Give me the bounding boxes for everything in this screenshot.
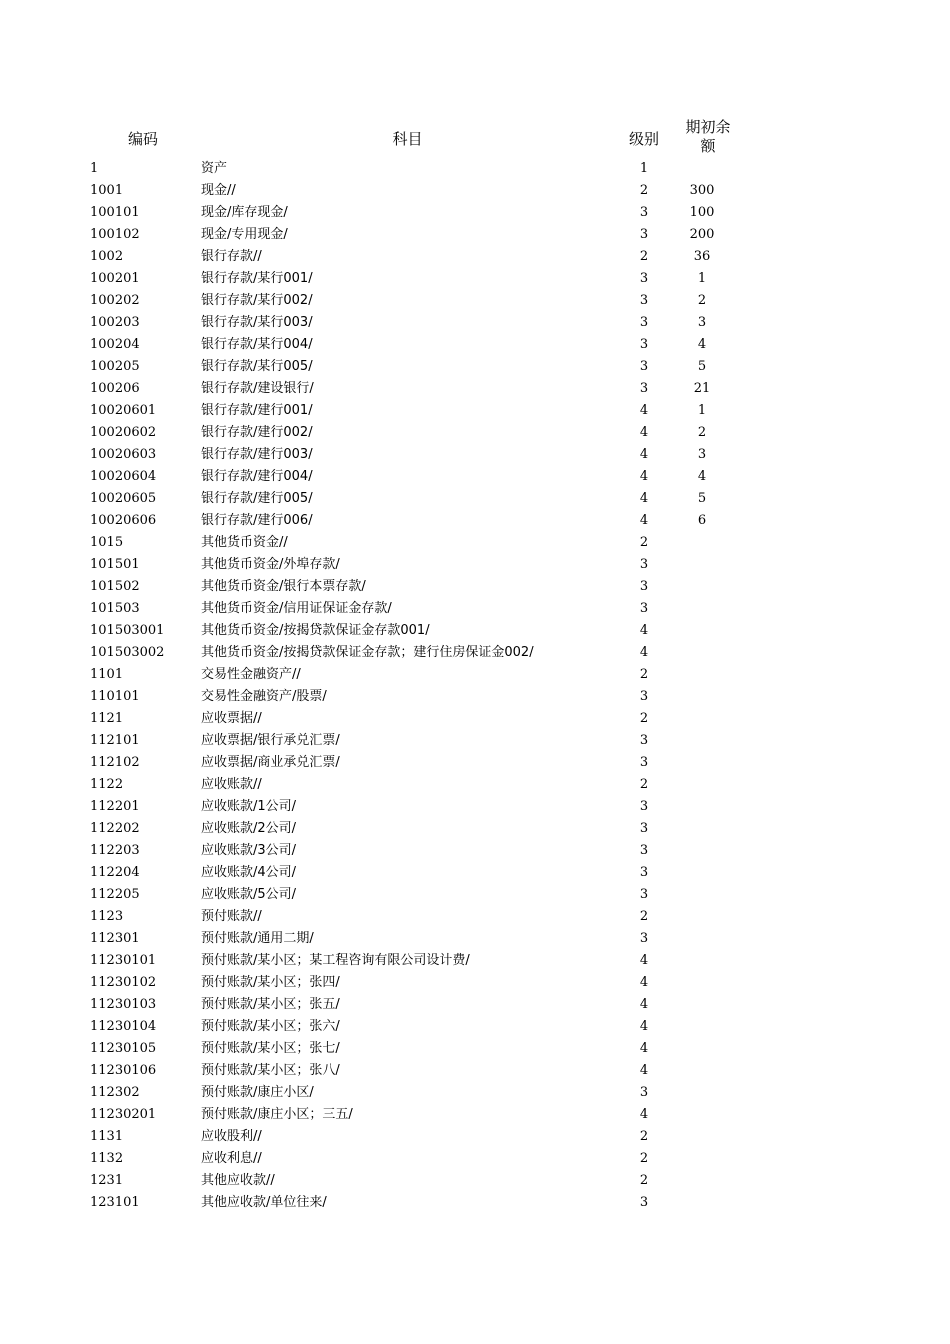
account-level: 3	[639, 337, 649, 352]
account-level: 4	[639, 1041, 649, 1056]
table-row	[0, 840, 950, 862]
account-subject: 现金/专用现金/	[201, 227, 288, 242]
account-subject: 现金//	[201, 183, 236, 198]
account-code: 100206	[90, 381, 140, 396]
account-level: 3	[639, 865, 649, 880]
account-code: 11230101	[90, 953, 157, 968]
account-subject: 应收账款/2公司/	[201, 821, 297, 836]
header-balance-line1: 期初余	[685, 118, 731, 136]
opening-balance: 100	[689, 205, 715, 220]
account-code: 1015	[90, 535, 124, 550]
header-level: 级别	[628, 130, 659, 148]
account-level: 3	[639, 799, 649, 814]
account-level: 4	[639, 1107, 649, 1122]
table-row	[0, 664, 950, 686]
opening-balance: 1	[697, 403, 707, 418]
account-code: 1122	[90, 777, 124, 792]
account-level: 3	[639, 1085, 649, 1100]
table-row	[0, 158, 950, 180]
account-subject: 应收利息//	[201, 1151, 262, 1166]
account-level: 3	[639, 557, 649, 572]
account-level: 2	[639, 909, 649, 924]
account-code: 101503002	[90, 645, 165, 660]
account-subject: 银行存款/建设银行/	[201, 381, 314, 396]
account-code: 100201	[90, 271, 140, 286]
account-code: 1101	[90, 667, 124, 682]
opening-balance: 4	[697, 469, 707, 484]
account-subject: 其他货币资金/信用证保证金存款/	[201, 601, 392, 616]
opening-balance: 3	[697, 447, 707, 462]
account-subject: 应收票据//	[201, 711, 262, 726]
account-subject: 预付账款/康庄小区/	[201, 1085, 314, 1100]
account-level: 3	[639, 755, 649, 770]
account-subject: 银行存款/建行004/	[201, 469, 313, 484]
account-code: 11230105	[90, 1041, 157, 1056]
account-subject: 银行存款/建行005/	[201, 491, 313, 506]
table-row	[0, 378, 950, 400]
account-code: 112302	[90, 1085, 140, 1100]
table-row	[0, 1192, 950, 1214]
table-row	[0, 796, 950, 818]
account-level: 2	[639, 535, 649, 550]
account-subject: 其他应收款/单位往来/	[201, 1195, 327, 1210]
account-level: 3	[639, 601, 649, 616]
account-level: 2	[639, 183, 649, 198]
table-row	[0, 444, 950, 466]
opening-balance: 6	[697, 513, 707, 528]
opening-balance: 300	[689, 183, 715, 198]
account-subject: 现金/库存现金/	[201, 205, 288, 220]
account-subject: 交易性金融资产/股票/	[201, 689, 327, 704]
account-level: 4	[639, 447, 649, 462]
account-subject: 其他货币资金/银行本票存款/	[201, 579, 366, 594]
table-row	[0, 1016, 950, 1038]
table-row	[0, 532, 950, 554]
account-subject: 其他货币资金/按揭贷款保证金存款001/	[201, 623, 430, 638]
account-subject: 交易性金融资产//	[201, 667, 301, 682]
account-code: 1123	[90, 909, 124, 924]
account-code: 1121	[90, 711, 124, 726]
header-subject: 科目	[392, 130, 423, 148]
table-row	[0, 642, 950, 664]
account-level: 4	[639, 425, 649, 440]
table-header	[0, 118, 950, 160]
account-code: 101503	[90, 601, 140, 616]
table-row	[0, 554, 950, 576]
table-row	[0, 1060, 950, 1082]
account-subject: 应收账款/3公司/	[201, 843, 297, 858]
account-level: 2	[639, 1173, 649, 1188]
account-level: 1	[639, 161, 649, 176]
opening-balance: 4	[697, 337, 707, 352]
table-row	[0, 488, 950, 510]
account-subject: 应收票据/银行承兑汇票/	[201, 733, 340, 748]
account-level: 4	[639, 997, 649, 1012]
opening-balance: 3	[697, 315, 707, 330]
table-row	[0, 818, 950, 840]
account-code: 10020604	[90, 469, 157, 484]
account-subject: 银行存款/某行003/	[201, 315, 313, 330]
account-code: 110101	[90, 689, 140, 704]
table-row	[0, 268, 950, 290]
account-code: 100203	[90, 315, 140, 330]
account-code: 1132	[90, 1151, 124, 1166]
account-level: 3	[639, 315, 649, 330]
account-level: 4	[639, 491, 649, 506]
account-level: 3	[639, 821, 649, 836]
table-body	[0, 158, 950, 1214]
account-code: 112301	[90, 931, 140, 946]
table-row	[0, 1170, 950, 1192]
account-level: 4	[639, 645, 649, 660]
header-balance-line2: 额	[700, 137, 716, 155]
table-row	[0, 774, 950, 796]
header-code: 编码	[127, 130, 158, 148]
table-row	[0, 620, 950, 642]
account-code: 100205	[90, 359, 140, 374]
table-row	[0, 334, 950, 356]
account-level: 4	[639, 975, 649, 990]
account-level: 3	[639, 843, 649, 858]
table-row	[0, 180, 950, 202]
account-level: 4	[639, 469, 649, 484]
account-level: 3	[639, 293, 649, 308]
account-level: 3	[639, 205, 649, 220]
account-level: 4	[639, 623, 649, 638]
table-row	[0, 1104, 950, 1126]
account-subject: 银行存款//	[201, 249, 262, 264]
table-row	[0, 356, 950, 378]
table-row	[0, 598, 950, 620]
account-level: 3	[639, 227, 649, 242]
account-subject: 应收账款/1公司/	[201, 799, 297, 814]
account-subject: 银行存款/建行003/	[201, 447, 313, 462]
account-level: 2	[639, 249, 649, 264]
opening-balance: 2	[697, 425, 707, 440]
account-subject: 其他应收款//	[201, 1173, 275, 1188]
account-level: 3	[639, 579, 649, 594]
account-code: 11230102	[90, 975, 157, 990]
account-code: 101502	[90, 579, 140, 594]
account-subject: 资产	[201, 161, 228, 176]
account-code: 11230201	[90, 1107, 157, 1122]
opening-balance: 2	[697, 293, 707, 308]
account-level: 3	[639, 887, 649, 902]
opening-balance: 36	[693, 249, 711, 264]
account-level: 4	[639, 953, 649, 968]
account-code: 100204	[90, 337, 140, 352]
account-code: 10020603	[90, 447, 157, 462]
account-subject: 预付账款/某小区；某工程咨询有限公司设计费/	[201, 953, 470, 968]
account-code: 112101	[90, 733, 140, 748]
account-code: 100202	[90, 293, 140, 308]
opening-balance: 1	[697, 271, 707, 286]
account-subject: 应收票据/商业承兑汇票/	[201, 755, 340, 770]
account-subject: 预付账款/某小区；张五/	[201, 997, 340, 1012]
table-row	[0, 422, 950, 444]
table-row	[0, 950, 950, 972]
account-level: 2	[639, 777, 649, 792]
account-code: 1231	[90, 1173, 124, 1188]
account-subject: 银行存款/某行001/	[201, 271, 313, 286]
account-subject: 其他货币资金/外埠存款/	[201, 557, 340, 572]
account-code: 10020602	[90, 425, 157, 440]
account-subject: 预付账款/某小区；张六/	[201, 1019, 340, 1034]
account-code: 100102	[90, 227, 140, 242]
table-row	[0, 994, 950, 1016]
account-code: 11230106	[90, 1063, 157, 1078]
table-row	[0, 862, 950, 884]
account-subject: 银行存款/某行004/	[201, 337, 313, 352]
table-row	[0, 1148, 950, 1170]
account-level: 3	[639, 381, 649, 396]
account-code: 123101	[90, 1195, 140, 1210]
account-level: 3	[639, 733, 649, 748]
account-code: 100101	[90, 205, 140, 220]
account-subject: 其他货币资金/按揭贷款保证金存款；建行住房保证金002/	[201, 645, 534, 660]
account-level: 2	[639, 667, 649, 682]
account-code: 10020601	[90, 403, 157, 418]
opening-balance: 5	[697, 491, 707, 506]
table-row	[0, 884, 950, 906]
account-subject: 银行存款/建行006/	[201, 513, 313, 528]
account-level: 2	[639, 1151, 649, 1166]
account-level: 3	[639, 359, 649, 374]
account-code: 1131	[90, 1129, 124, 1144]
table-row	[0, 906, 950, 928]
account-subject: 应收账款/5公司/	[201, 887, 297, 902]
account-subject: 银行存款/某行005/	[201, 359, 313, 374]
account-subject: 预付账款/通用二期/	[201, 931, 314, 946]
account-code: 1002	[90, 249, 124, 264]
account-code: 112202	[90, 821, 140, 836]
account-level: 3	[639, 1195, 649, 1210]
opening-balance: 200	[689, 227, 715, 242]
opening-balance: 21	[693, 381, 711, 396]
table-row	[0, 752, 950, 774]
table-row	[0, 708, 950, 730]
table-row	[0, 1126, 950, 1148]
account-level: 4	[639, 1019, 649, 1034]
table-row	[0, 312, 950, 334]
header-opening-balance	[678, 118, 738, 156]
account-subject: 预付账款/康庄小区；三五/	[201, 1107, 353, 1122]
account-subject: 银行存款/某行002/	[201, 293, 313, 308]
account-level: 4	[639, 513, 649, 528]
account-subject: 预付账款/某小区；张四/	[201, 975, 340, 990]
account-code: 112203	[90, 843, 140, 858]
table-row	[0, 972, 950, 994]
account-code: 1001	[90, 183, 124, 198]
table-row	[0, 202, 950, 224]
account-level: 4	[639, 1063, 649, 1078]
account-code: 10020605	[90, 491, 157, 506]
account-code: 1	[90, 161, 99, 176]
account-subject: 其他货币资金//	[201, 535, 288, 550]
table-row	[0, 686, 950, 708]
table-row	[0, 510, 950, 532]
table-row	[0, 466, 950, 488]
table-row	[0, 730, 950, 752]
account-code: 11230103	[90, 997, 157, 1012]
table-row	[0, 576, 950, 598]
opening-balance: 5	[697, 359, 707, 374]
account-code: 101503001	[90, 623, 165, 638]
account-subject: 应收账款//	[201, 777, 262, 792]
account-subject: 预付账款/某小区；张八/	[201, 1063, 340, 1078]
table-row	[0, 400, 950, 422]
account-code: 112204	[90, 865, 140, 880]
account-level: 2	[639, 711, 649, 726]
table-row	[0, 290, 950, 312]
table-row	[0, 1082, 950, 1104]
account-level: 3	[639, 689, 649, 704]
table-row	[0, 224, 950, 246]
table-row	[0, 246, 950, 268]
account-code: 11230104	[90, 1019, 157, 1034]
account-subject: 应收股利//	[201, 1129, 262, 1144]
account-level: 3	[639, 931, 649, 946]
account-subject: 银行存款/建行002/	[201, 425, 313, 440]
table-row	[0, 928, 950, 950]
account-code: 112205	[90, 887, 140, 902]
account-subject: 银行存款/建行001/	[201, 403, 313, 418]
account-level: 2	[639, 1129, 649, 1144]
account-code: 112102	[90, 755, 140, 770]
account-subject: 应收账款/4公司/	[201, 865, 297, 880]
account-level: 3	[639, 271, 649, 286]
account-subject: 预付账款//	[201, 909, 262, 924]
account-code: 112201	[90, 799, 140, 814]
table-row	[0, 1038, 950, 1060]
account-subject: 预付账款/某小区；张七/	[201, 1041, 340, 1056]
account-code: 10020606	[90, 513, 157, 528]
account-level: 4	[639, 403, 649, 418]
account-code: 101501	[90, 557, 140, 572]
